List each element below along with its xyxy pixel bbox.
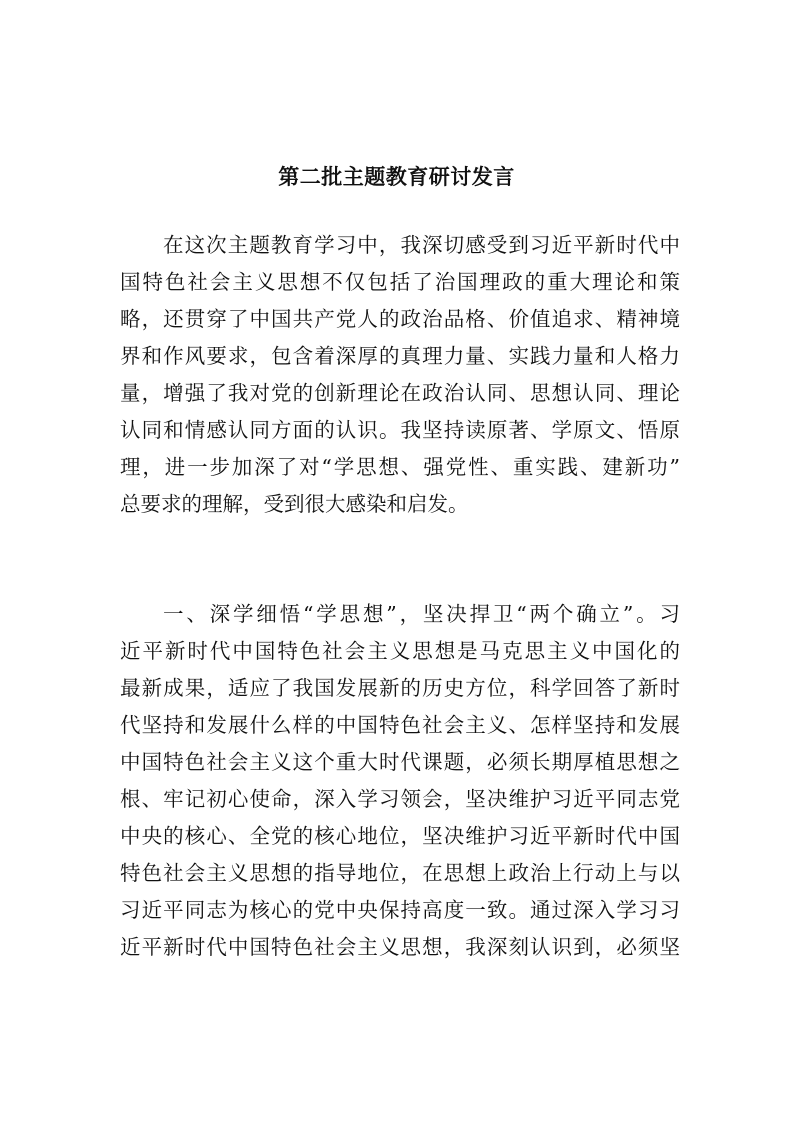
- text-line: 在这次主题教育学习中，我深切感受到习近平新时代中: [163, 233, 680, 257]
- paragraph-intro: [120, 227, 680, 523]
- document-title: 第二批主题教育研讨发言: [278, 164, 515, 189]
- text-line: 近平新时代中国特色社会主义思想，我深刻认识到，必须坚: [120, 935, 680, 959]
- text-line: 量，增强了我对党的创新理论在政治认同、思想认同、理论: [120, 381, 680, 405]
- text-line: 界和作风要求，包含着深厚的真理力量、实践力量和人格力: [120, 344, 680, 368]
- text-line: 中央的核心、全党的核心地位，坚决维护习近平新时代中国: [120, 824, 680, 848]
- text-line: 总要求的理解，受到很大感染和启发。: [120, 492, 469, 516]
- text-line: 近平新时代中国特色社会主义思想是马克思主义中国化的: [120, 639, 680, 663]
- paragraph-section-one: [120, 596, 680, 966]
- text-line: 根、牢记初心使命，深入学习领会，坚决维护习近平同志党: [120, 787, 680, 811]
- text-line: 一、深学细悟“学思想”，坚决捍卫“两个确立”。习: [163, 602, 680, 626]
- text-line: 代坚持和发展什么样的中国特色社会主义、怎样坚持和发展: [120, 713, 680, 737]
- text-line: 最新成果，适应了我国发展新的历史方位，科学回答了新时: [120, 676, 680, 700]
- text-line: 国特色社会主义思想不仅包括了治国理政的重大理论和策: [120, 270, 680, 294]
- text-line: 习近平同志为核心的党中央保持高度一致。通过深入学习习: [120, 898, 680, 922]
- text-line: 特色社会主义思想的指导地位，在思想上政治上行动上与以: [120, 861, 680, 885]
- text-line: 略，还贯穿了中国共产党人的政治品格、价值追求、精神境: [120, 307, 680, 331]
- text-line: 中国特色社会主义这个重大时代课题，必须长期厚植思想之: [120, 750, 680, 774]
- text-line: 认同和情感认同方面的认识。我坚持读原著、学原文、悟原: [120, 418, 680, 442]
- text-line: 理，进一步加深了对“学思想、强党性、重实践、建新功”: [120, 455, 680, 479]
